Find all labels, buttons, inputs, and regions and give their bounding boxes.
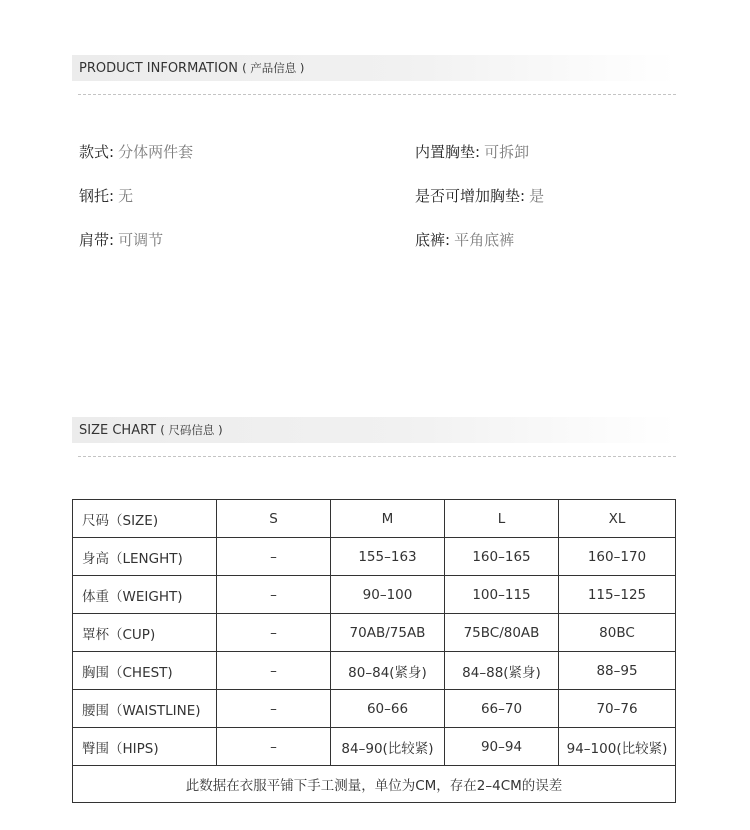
info-label: 款式:	[79, 143, 115, 161]
info-label: 钢托:	[79, 187, 115, 205]
table-row	[73, 728, 676, 766]
table-cell: 66–70	[445, 690, 559, 728]
table-cell: 70AB/75AB	[331, 614, 445, 652]
table-row	[73, 652, 676, 690]
info-value: 分体两件套	[118, 143, 194, 161]
table-cell: 84–88(紧身)	[445, 652, 559, 690]
info-built-in-pad	[415, 142, 529, 162]
info-style	[79, 142, 193, 162]
info-straps	[79, 230, 163, 250]
info-extra-pad	[415, 186, 544, 206]
info-underwire	[79, 186, 133, 206]
product-info-title-cn: ( 产品信息 )	[242, 61, 305, 75]
table-cell: 155–163	[331, 538, 445, 576]
table-cell: 88–95	[559, 652, 676, 690]
table-cell: 115–125	[559, 576, 676, 614]
table-cell: –	[217, 538, 331, 576]
table-cell: 100–115	[445, 576, 559, 614]
info-value: 可调节	[118, 231, 164, 249]
product-info-header	[72, 55, 676, 81]
table-note-row	[73, 766, 676, 803]
table-header-row	[73, 500, 676, 538]
measurement-note: 此数据在衣服平铺下手工测量，单位为CM，存在2–4CM的误差	[73, 766, 676, 803]
table-row	[73, 576, 676, 614]
table-cell: 75BC/80AB	[445, 614, 559, 652]
info-label: 肩带:	[79, 231, 115, 249]
table-cell: 70–76	[559, 690, 676, 728]
row-label: 腰围（WAISTLINE)	[73, 690, 217, 728]
row-label: 身高（LENGHT)	[73, 538, 217, 576]
table-cell: 94–100(比较紧)	[559, 728, 676, 766]
table-cell: 84–90(比较紧)	[331, 728, 445, 766]
size-chart-title: SIZE CHART	[79, 423, 157, 438]
table-cell: –	[217, 576, 331, 614]
info-label: 底裤:	[415, 231, 451, 249]
info-label: 内置胸垫:	[415, 143, 481, 161]
column-header: 尺码（SIZE)	[73, 500, 217, 538]
product-info-title: PRODUCT INFORMATION	[79, 61, 238, 76]
size-chart-title-cn: ( 尺码信息 )	[160, 423, 223, 437]
info-bottoms	[415, 230, 514, 250]
table-row	[73, 538, 676, 576]
column-header: XL	[559, 500, 676, 538]
size-chart-header	[72, 417, 676, 443]
info-label: 是否可增加胸垫:	[415, 187, 526, 205]
table-cell: 80–84(紧身)	[331, 652, 445, 690]
table-cell: 80BC	[559, 614, 676, 652]
table-row	[73, 690, 676, 728]
info-value: 无	[118, 187, 134, 205]
table-cell: –	[217, 614, 331, 652]
table-cell: –	[217, 652, 331, 690]
table-cell: –	[217, 728, 331, 766]
table-cell: 160–165	[445, 538, 559, 576]
info-value: 可拆卸	[484, 143, 530, 161]
table-cell: 90–94	[445, 728, 559, 766]
size-table	[72, 499, 676, 803]
column-header: M	[331, 500, 445, 538]
column-header: S	[217, 500, 331, 538]
info-value: 平角底裤	[454, 231, 515, 249]
column-header: L	[445, 500, 559, 538]
table-cell: 160–170	[559, 538, 676, 576]
row-label: 臀围（HIPS)	[73, 728, 217, 766]
row-label: 罩杯（CUP)	[73, 614, 217, 652]
info-value: 是	[529, 187, 545, 205]
divider	[78, 94, 676, 95]
row-label: 体重（WEIGHT)	[73, 576, 217, 614]
table-cell: 90–100	[331, 576, 445, 614]
table-cell: –	[217, 690, 331, 728]
table-row	[73, 614, 676, 652]
row-label: 胸围（CHEST)	[73, 652, 217, 690]
table-cell: 60–66	[331, 690, 445, 728]
divider	[78, 456, 676, 457]
